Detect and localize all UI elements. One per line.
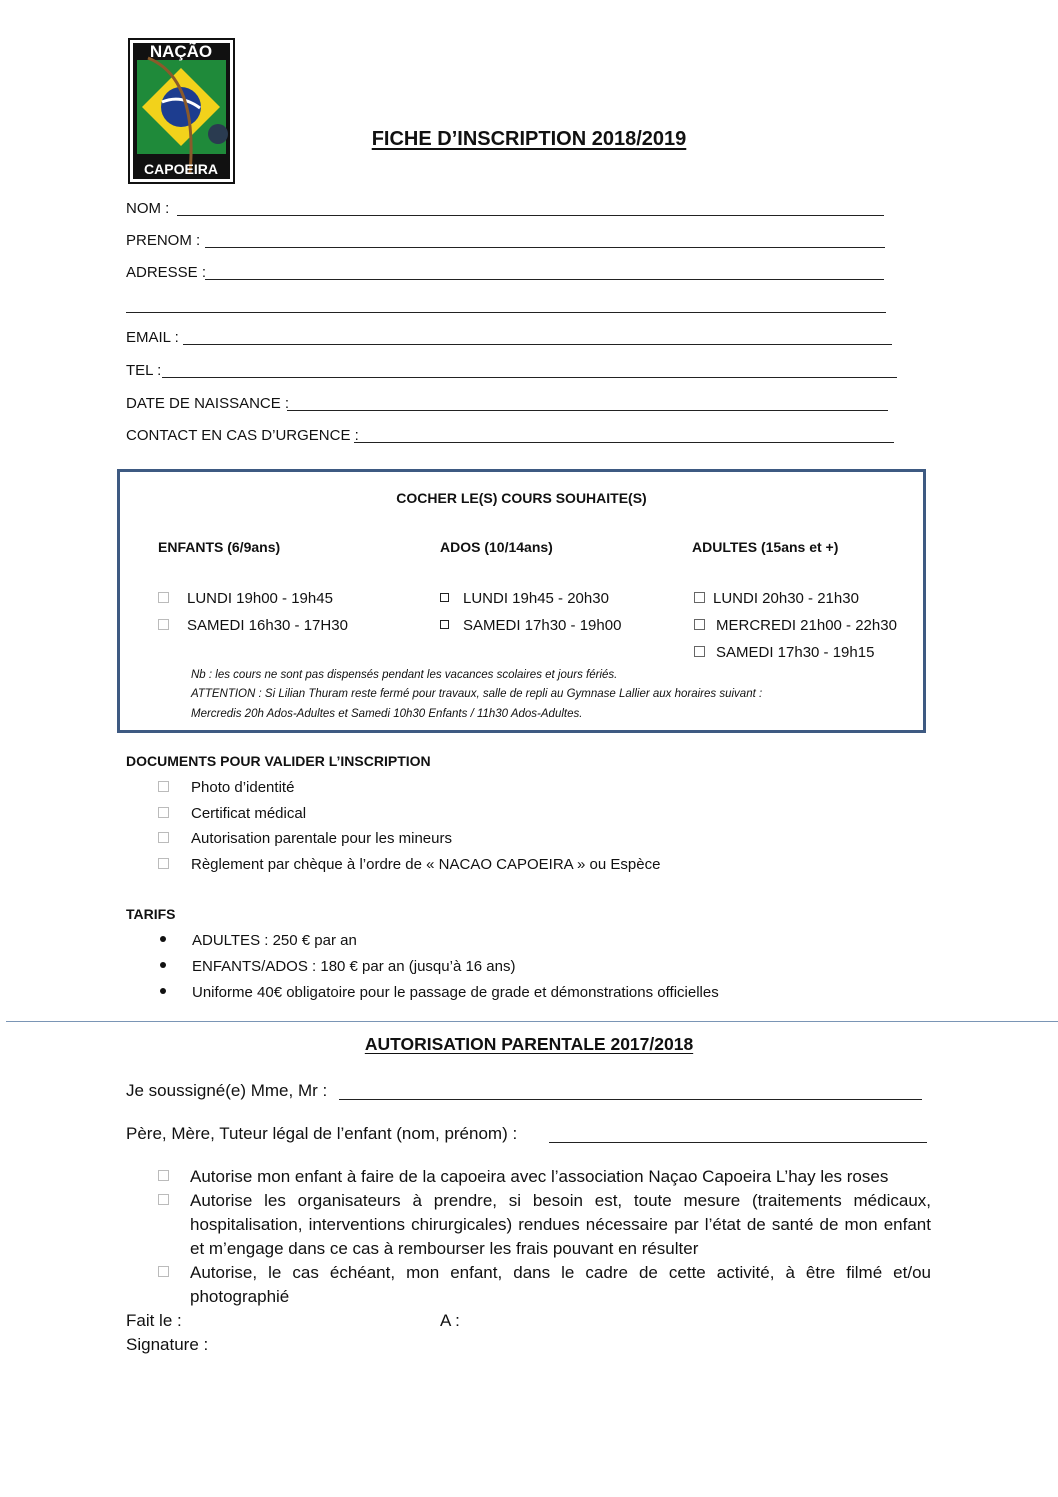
document-item[interactable]: Autorisation parentale pour les mineurs — [158, 830, 452, 847]
course-option[interactable]: LUNDI 20h30 - 21h30 — [694, 590, 859, 607]
tarif-item: ADULTES : 250 € par an — [158, 932, 357, 949]
field-label-urgence: CONTACT EN CAS D’URGENCE : — [126, 427, 359, 444]
adultes-heading: ADULTES (15ans et +) — [692, 539, 839, 555]
field-line-adresse-2[interactable] — [126, 312, 886, 313]
logo-text-bottom: CAPOEIRA — [144, 161, 218, 177]
course-option[interactable]: SAMEDI 17h30 - 19h15 — [694, 644, 874, 661]
courses-box — [117, 469, 926, 733]
checkbox-icon[interactable] — [158, 1170, 169, 1181]
soussigne-line[interactable] — [339, 1099, 922, 1100]
authorization-title: AUTORISATION PARENTALE 2017/2018 — [364, 1034, 694, 1054]
section-divider — [6, 1021, 1058, 1022]
field-line-tel[interactable] — [162, 377, 897, 378]
field-line-email[interactable] — [183, 344, 892, 345]
signature-label: Signature : — [126, 1335, 209, 1354]
checkbox-icon[interactable] — [158, 832, 169, 843]
authorization-item: Autorise mon enfant à faire de la capoeira avec l’association Naçao Capoeira L’hay les roses — [190, 1167, 889, 1186]
field-label-adresse: ADRESSE : — [126, 264, 207, 281]
checkbox-icon[interactable] — [158, 781, 169, 792]
checkbox-icon[interactable] — [694, 619, 705, 630]
tarif-item: Uniforme 40€ obligatoire pour le passage de grade et démonstrations officielles — [158, 984, 719, 1001]
field-line-naissance[interactable] — [287, 410, 888, 411]
checkbox-icon[interactable] — [694, 646, 705, 657]
checkbox-icon[interactable] — [440, 593, 449, 602]
checkbox-icon[interactable] — [694, 592, 705, 603]
documents-heading: DOCUMENTS POUR VALIDER L’INSCRIPTION — [126, 753, 431, 769]
course-option[interactable]: MERCREDI 21h00 - 22h30 — [694, 617, 897, 634]
tarif-item: ENFANTS/ADOS : 180 € par an (jusqu’à 16 ans) — [158, 958, 516, 975]
courses-note: Mercredis 20h Ados-Adultes et Samedi 10h30 Enfants / 11h30 Ados-Adultes. — [191, 708, 583, 720]
course-option[interactable]: LUNDI 19h00 - 19h45 — [158, 590, 333, 607]
field-label-nom: NOM : — [126, 200, 170, 217]
course-option[interactable]: LUNDI 19h45 - 20h30 — [440, 590, 609, 607]
fait-le-label: Fait le : — [126, 1311, 182, 1330]
enfants-heading: ENFANTS (6/9ans) — [158, 539, 281, 555]
checkbox-icon[interactable] — [158, 1266, 169, 1277]
field-line-prenom[interactable] — [205, 247, 885, 248]
checkbox-icon[interactable] — [158, 858, 169, 869]
tarifs-heading: TARIFS — [126, 906, 176, 922]
bullet-icon — [160, 936, 166, 942]
document-item[interactable]: Certificat médical — [158, 805, 306, 822]
field-line-adresse[interactable] — [205, 279, 884, 280]
course-option[interactable]: SAMEDI 16h30 - 17H30 — [158, 617, 348, 634]
field-line-nom[interactable] — [177, 215, 884, 216]
document-item[interactable]: Règlement par chèque à l’ordre de « NACAO CAPOEIRA » ou Espèce — [158, 856, 660, 873]
course-option[interactable]: SAMEDI 17h30 - 19h00 — [440, 617, 621, 634]
checkbox-icon[interactable] — [158, 592, 169, 603]
parent-label: Père, Mère, Tuteur légal de l’enfant (nom, prénom) : — [126, 1124, 518, 1143]
checkbox-icon[interactable] — [158, 1194, 169, 1205]
lieu-label: A : — [440, 1311, 460, 1330]
ados-heading: ADOS (10/14ans) — [440, 539, 553, 555]
courses-note: ATTENTION : Si Lilian Thuram reste fermé pour travaux, salle de repli au Gymnase Lallier aux horaires suivant : — [191, 688, 763, 700]
document-item[interactable]: Photo d’identité — [158, 779, 294, 796]
field-label-tel: TEL : — [126, 362, 162, 379]
authorization-item: Autorise, le cas échéant, mon enfant, dans le cadre de cette activité, à être filmé et/ou photographié — [190, 1263, 931, 1306]
checkbox-icon[interactable] — [440, 620, 449, 629]
field-label-prenom: PRENOM : — [126, 232, 201, 249]
checkbox-icon[interactable] — [158, 807, 169, 818]
field-label-naissance: DATE DE NAISSANCE : — [126, 395, 290, 412]
field-line-urgence[interactable] — [354, 442, 894, 443]
bullet-icon — [160, 988, 166, 994]
authorization-item: Autorise les organisateurs à prendre, si besoin est, toute mesure (traitements médicaux, hospitalisation, interventions chirurgicales) rendues nécessaire par l’état de santé de mon enfant et m’engage dans ce cas à rembourser les frais pouvant en résulter — [190, 1191, 931, 1258]
soussigne-label: Je soussigné(e) Mme, Mr : — [126, 1081, 328, 1100]
checkbox-icon[interactable] — [158, 619, 169, 630]
parent-line[interactable] — [549, 1142, 927, 1143]
page-title: FICHE D’INSCRIPTION 2018/2019 — [371, 128, 687, 150]
courses-title: COCHER LE(S) COURS SOUHAITE(S) — [396, 490, 647, 506]
bullet-icon — [160, 962, 166, 968]
nacao-capoeira-logo — [128, 38, 235, 184]
field-label-email: EMAIL : — [126, 329, 179, 346]
courses-note: Nb : les cours ne sont pas dispensés pendant les vacances scolaires et jours fériés. — [191, 669, 618, 681]
logo-text-top: NAÇÃO — [149, 42, 213, 61]
